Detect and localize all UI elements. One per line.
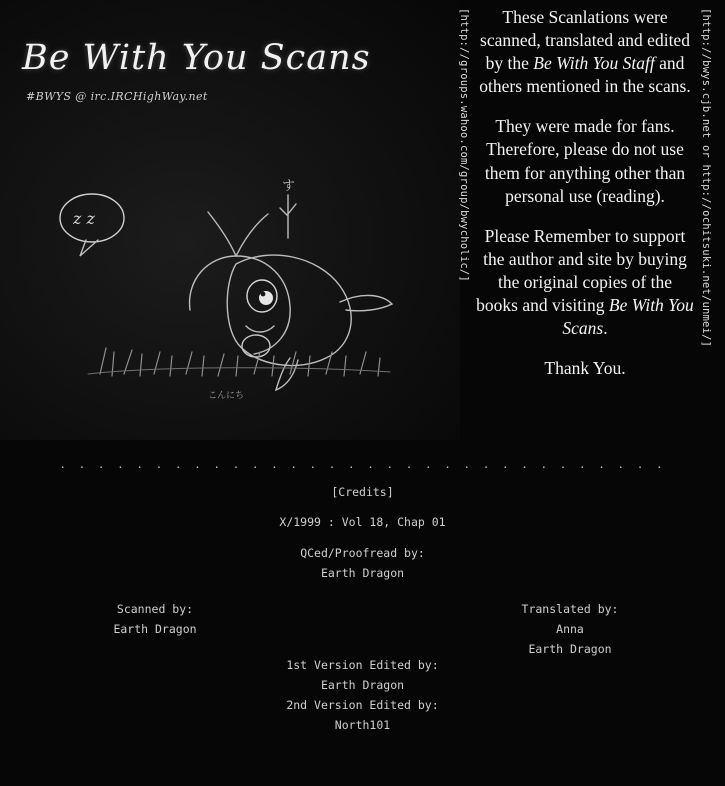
group-irc-channel: #BWYS @ irc.IRCHighWay.net [26, 90, 208, 103]
svg-text:z z: z z [73, 209, 95, 228]
credits-heading: [Credits] [331, 485, 394, 500]
notice-paragraph-2: They were made for fans. Therefore, please do not use them for anything other than personal use (reading). [484, 116, 686, 206]
credits-scanned-block [60, 599, 250, 639]
credits-series-title: X/1999 : Vol 18, Chap 01 [279, 515, 446, 530]
credits-edit1-name: Earth Dragon [320, 677, 405, 692]
credits-edit2-block [0, 695, 725, 735]
credits-translated-block [475, 599, 665, 659]
credits-scanned-label: Scanned by: [116, 601, 194, 616]
credits-edit1-label: 1st Version Edited by: [286, 657, 439, 672]
svg-text:す: す [282, 179, 296, 194]
notice-p1-a: These Scanlations were scanned, translated and edited by the [480, 7, 690, 74]
credits-side-row [0, 599, 725, 655]
notice-p3-emphasis: Be With You Scans [562, 295, 694, 339]
credits-qc-block [0, 543, 725, 583]
sketch-caption: こんにち [208, 391, 245, 401]
notice-thank-you: Thank You. [544, 358, 626, 379]
notice-p1-b: and others mentioned in the scans. [479, 53, 691, 97]
group-logo-title: Be With You Scans [22, 38, 371, 78]
credits-translated-name-1: Anna [556, 621, 584, 636]
notice-p3-a: Please Remember to support the author and site by buying the original copies of the books and visiting [476, 225, 687, 316]
credits-translated-name-2: Earth Dragon [528, 642, 612, 656]
credits-qc-name: Earth Dragon [320, 565, 405, 580]
notice-p3-b: . [603, 318, 608, 339]
banner-area [0, 0, 460, 440]
notice-p1-emphasis: Be With You Staff [533, 53, 655, 74]
credits-translated-label: Translated by: [521, 601, 619, 616]
credits-scanned-name: Earth Dragon [113, 621, 197, 636]
chibi-sketch-illustration [40, 160, 430, 410]
credits-edit2-label: 2nd Version Edited by: [286, 698, 439, 712]
credits-section [0, 455, 725, 735]
group-url-left[interactable]: [http://groups.wahoo.com/group/bwycholic/] [458, 8, 470, 282]
notice-paragraph-3 [476, 225, 694, 340]
credits-edit2-name: North101 [334, 718, 391, 733]
credits-divider: . . . . . . . . . . . . . . . . . . . . . . . . . . . . . . . . [59, 458, 666, 471]
credits-qc-label: QCed/Proofread by: [300, 545, 425, 560]
group-url-right[interactable]: [http://bwys.cjb.net or http://ochitsuki.net/unmei/] [700, 8, 712, 348]
scanlation-notice [476, 6, 694, 397]
credits-edit1-block [0, 655, 725, 695]
notice-paragraph-1 [476, 6, 694, 98]
